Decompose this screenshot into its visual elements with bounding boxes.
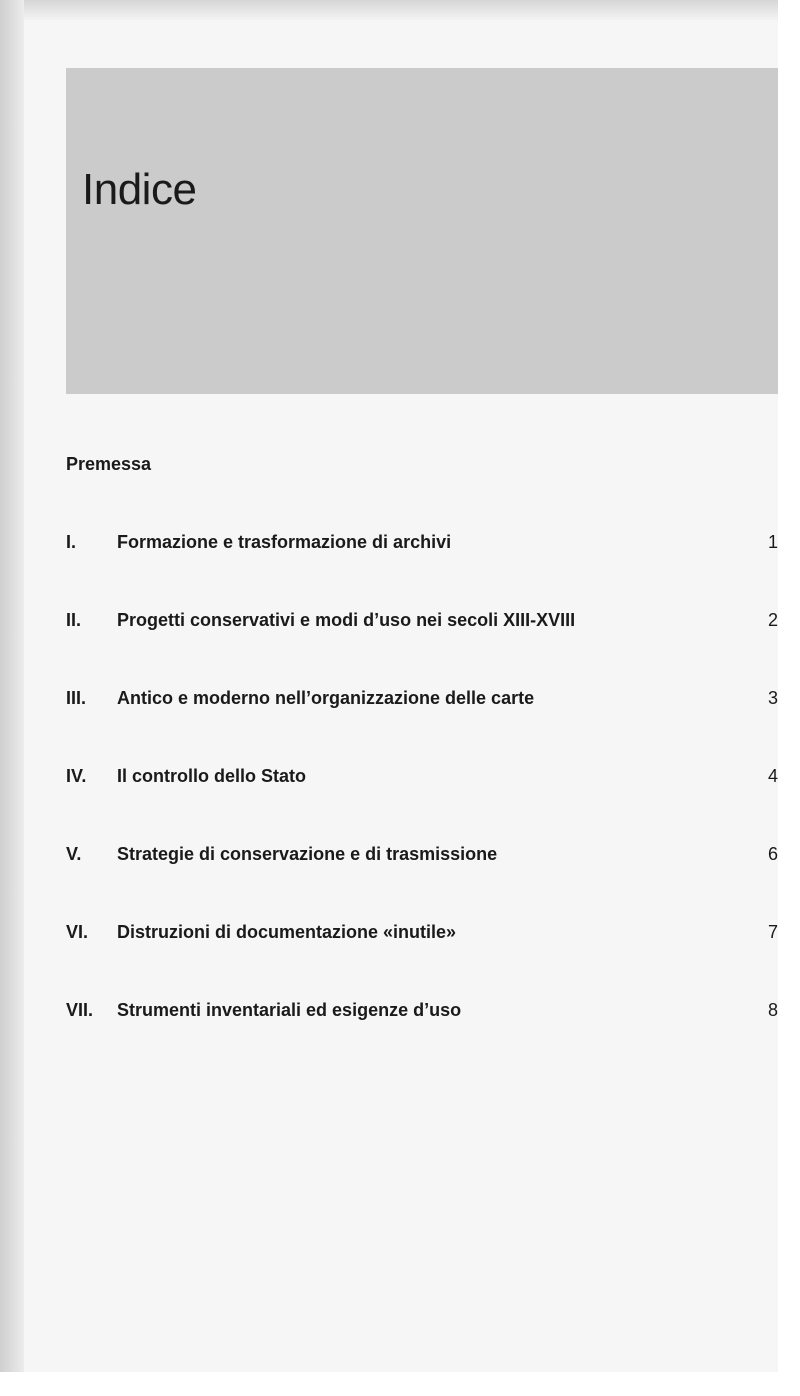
toc-item-page: 3 xyxy=(767,688,778,708)
toc-item-title: Strategie di conservazione e di trasmissione xyxy=(117,844,498,864)
toc-item-page: 1 xyxy=(767,532,778,552)
toc-item-title: Antico e moderno nell’organizzazione delle carte xyxy=(117,688,535,708)
scan-bottom-margin xyxy=(0,1372,800,1396)
toc-item-numeral: VI. xyxy=(66,922,89,942)
toc-item-chapter-7[interactable] xyxy=(66,992,778,1028)
toc-item-chapter-6[interactable] xyxy=(66,914,778,950)
toc-item-numeral: VII. xyxy=(66,1000,94,1020)
toc-item-chapter-1[interactable] xyxy=(66,524,778,560)
toc-item-numeral: IV. xyxy=(66,766,87,786)
toc-item-chapter-3[interactable] xyxy=(66,680,778,716)
toc-item-numeral: V. xyxy=(66,844,82,864)
toc-item-preface[interactable] xyxy=(66,446,778,482)
toc-item-title: Formazione e trasformazione di archivi xyxy=(117,532,452,552)
toc-item-page: 2 xyxy=(767,610,778,630)
toc-item-title: Progetti conservativi e modi d’uso nei secoli XIII-XVIII xyxy=(117,610,576,630)
toc-item-chapter-2[interactable] xyxy=(66,602,778,638)
toc-item-title: Il controllo dello Stato xyxy=(117,766,306,786)
scan-left-shadow xyxy=(0,0,24,1396)
toc-item-page: 7 xyxy=(767,922,778,942)
toc-item-chapter-5[interactable] xyxy=(66,836,778,872)
toc-item-page: 8 xyxy=(767,1000,778,1020)
toc-item-title: Premessa xyxy=(66,454,152,474)
scan-right-margin xyxy=(778,0,800,1396)
toc-item-page: 4 xyxy=(767,766,778,786)
toc-item-numeral: I. xyxy=(66,532,77,552)
toc-item-title: Distruzioni di documentazione «inutile» xyxy=(117,922,457,942)
toc-item-chapter-4[interactable] xyxy=(66,758,778,794)
toc-item-numeral: II. xyxy=(66,610,82,630)
toc-item-numeral: III. xyxy=(66,688,87,708)
toc-item-page: 6 xyxy=(767,844,778,864)
title-band xyxy=(66,68,778,394)
toc-item-title: Strumenti inventariali ed esigenze d’uso xyxy=(117,1000,462,1020)
page-title: Indice xyxy=(82,165,197,214)
scan-top-shadow xyxy=(0,0,800,20)
